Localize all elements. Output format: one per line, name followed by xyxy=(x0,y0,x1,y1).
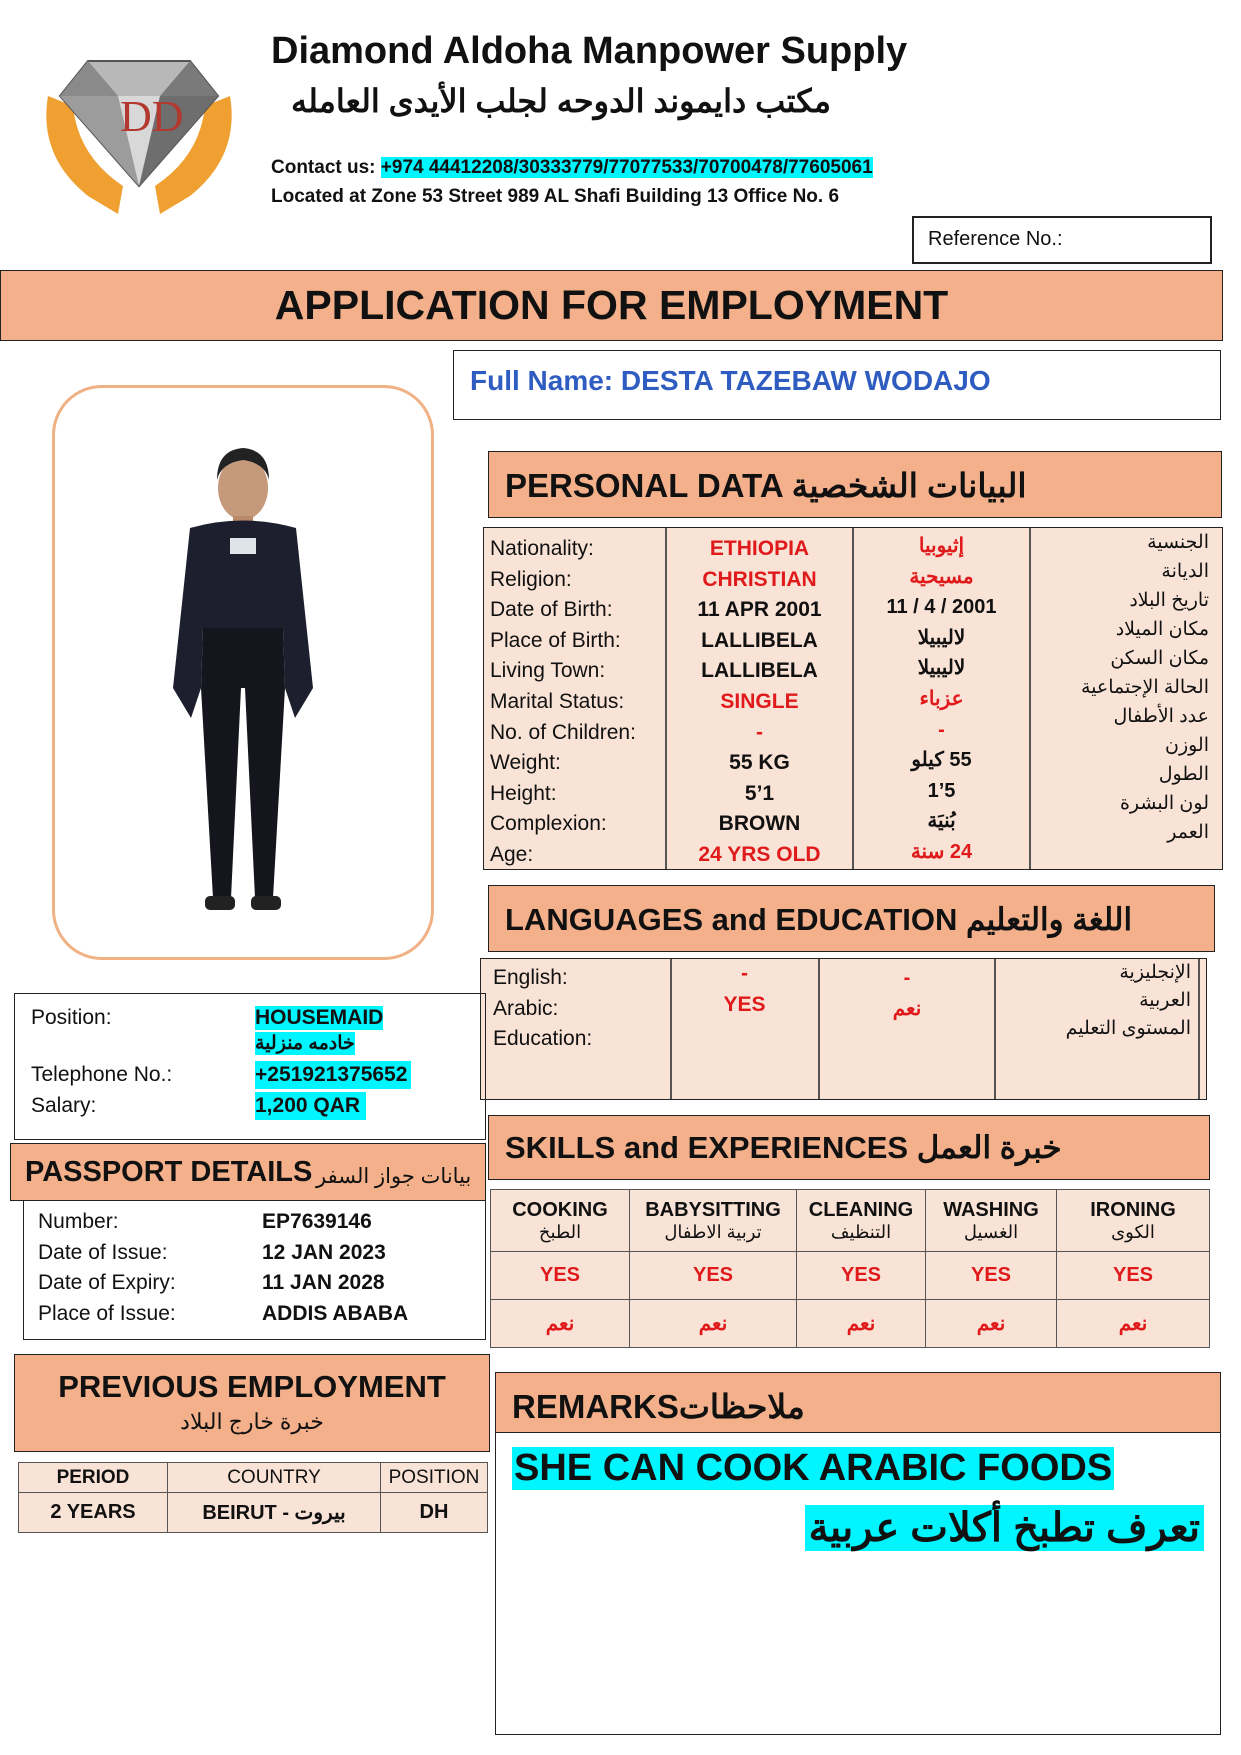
office-address: Located at Zone 53 Street 989 AL Shafi Building 13 Office No. 6 xyxy=(271,186,840,207)
value-passport-number: EP7639146 xyxy=(262,1210,372,1233)
value-ar-nationality: إثيوبيا xyxy=(918,535,965,557)
label-marital-status: Marital Status: xyxy=(490,689,625,713)
label-passport-issue: Date of Issue: xyxy=(38,1240,168,1264)
header-position: POSITION xyxy=(381,1463,488,1493)
label-ar-marital-status: الحالة الإجتماعية xyxy=(1081,677,1209,698)
value-ar-children: - xyxy=(938,718,945,741)
skill-cooking-value-ar: نعم xyxy=(491,1300,630,1348)
label-weight: Weight: xyxy=(490,751,561,775)
full-name-label: Full Name: xyxy=(470,365,614,396)
full-name xyxy=(470,365,991,396)
label-english: English: xyxy=(493,966,568,989)
language-labels-ar-col xyxy=(996,959,1191,1043)
language-values-col xyxy=(671,959,818,1051)
value-ar-living-town: لاليبيلا xyxy=(917,657,966,680)
value-ar-height: 1’5 xyxy=(927,779,956,802)
value-ar-english: - xyxy=(903,967,911,989)
skill-cooking-value: YES xyxy=(491,1252,630,1300)
passport-values-col xyxy=(262,1207,408,1329)
skill-babysitting: BABYSITTING xyxy=(645,1198,781,1221)
value-marital-status: SINGLE xyxy=(720,689,799,713)
contact-numbers: +974 44412208/30333779/77077533/70700478/77605061 xyxy=(380,157,873,178)
position-label: Position: xyxy=(31,1006,112,1029)
personal-labels-col xyxy=(490,534,660,871)
languages-title-en: LANGUAGES and EDUCATION xyxy=(505,902,958,937)
label-ar-english: الإنجليزية xyxy=(1119,962,1191,983)
value-religion: CHRISTIAN xyxy=(702,567,817,591)
skills-title xyxy=(505,1130,1062,1166)
value-ar-age: 24 سنة xyxy=(910,840,973,863)
language-values-ar-col xyxy=(820,963,994,1055)
personal-data-header xyxy=(488,451,1222,518)
label-religion: Religion: xyxy=(490,567,572,591)
label-ar-living-town: مكان السكن xyxy=(1110,648,1209,669)
value-passport-expiry: 11 JAN 2028 xyxy=(262,1271,385,1295)
skills-title-ar: خبرة العمل xyxy=(916,1130,1062,1165)
skill-ironing-value: YES xyxy=(1057,1252,1210,1300)
remarks-title-en: REMARKS xyxy=(512,1388,679,1425)
label-ar-place-of-birth: مكان الميلاد xyxy=(1115,619,1209,640)
personal-values-ar-col xyxy=(854,531,1029,868)
remarks-box xyxy=(495,1432,1221,1735)
passport-title-en: PASSPORT DETAILS xyxy=(25,1156,313,1188)
personal-data-title-en: PERSONAL DATA xyxy=(505,467,783,504)
label-ar-weight: الوزن xyxy=(1164,735,1209,756)
full-name-box xyxy=(453,350,1221,420)
personal-values-col xyxy=(667,534,852,871)
remarks-title-ar: ملاحظات xyxy=(678,1388,805,1425)
personal-data-table xyxy=(483,527,1223,870)
value-ar-date-of-birth: 11 / 4 / 2001 xyxy=(886,596,997,619)
remarks-text-ar: تعرف تطبخ أكلات عربية xyxy=(805,1505,1204,1551)
diamond-hands-logo-icon xyxy=(28,36,250,214)
skill-ironing: IRONING xyxy=(1090,1198,1176,1221)
previous-period: 2 YEARS xyxy=(19,1493,168,1533)
personal-data-title xyxy=(505,466,1027,505)
telephone-value: +251921375652 xyxy=(255,1061,411,1089)
languages-header xyxy=(488,885,1215,952)
label-passport-number: Number: xyxy=(38,1210,119,1233)
title-bar xyxy=(0,270,1223,341)
skill-cooking-ar: الطبخ xyxy=(538,1221,582,1242)
salary-label: Salary: xyxy=(31,1094,97,1117)
value-nationality: ETHIOPIA xyxy=(709,537,810,560)
skill-washing-ar: الغسيل xyxy=(963,1221,1019,1242)
remarks-text-en: SHE CAN COOK ARABIC FOODS xyxy=(514,1447,1113,1489)
label-ar-age: العمر xyxy=(1167,822,1209,843)
passport-table xyxy=(23,1200,486,1340)
skill-washing: WASHING xyxy=(943,1198,1039,1221)
value-ar-arabic: نعم xyxy=(892,997,922,1020)
label-ar-complexion: لون البشرة xyxy=(1119,793,1209,814)
value-complexion: BROWN xyxy=(718,812,801,836)
label-living-town: Living Town: xyxy=(490,659,606,683)
languages-title-ar: اللغة والتعليم xyxy=(966,902,1133,937)
remarks-title xyxy=(512,1387,805,1426)
passport-labels-col xyxy=(38,1207,176,1329)
value-age: 24 YRS OLD xyxy=(698,842,821,866)
label-passport-place: Place of Issue: xyxy=(38,1301,176,1325)
value-arabic: YES xyxy=(723,992,766,1016)
passport-header xyxy=(10,1143,486,1201)
label-children: No. of Children: xyxy=(490,720,636,744)
value-height: 5’1 xyxy=(744,781,775,805)
label-ar-height: الطول xyxy=(1158,764,1209,785)
value-passport-place: ADDIS ABABA xyxy=(262,1301,409,1325)
previous-employment-table xyxy=(18,1462,488,1533)
applicant-photo xyxy=(55,388,431,957)
skill-babysitting-value: YES xyxy=(630,1252,797,1300)
languages-table xyxy=(480,958,1207,1100)
previous-position: DH xyxy=(381,1493,488,1533)
label-place-of-birth: Place of Birth: xyxy=(490,628,621,652)
value-living-town: LALLIBELA xyxy=(701,659,818,683)
position-box xyxy=(14,993,486,1140)
value-ar-complexion: بُنيَة xyxy=(927,810,956,833)
skill-washing-value: YES xyxy=(926,1252,1057,1300)
value-english: - xyxy=(741,962,748,985)
skill-cleaning-value-ar: نعم xyxy=(797,1300,926,1348)
label-ar-religion: الديانة xyxy=(1161,561,1209,582)
value-place-of-birth: LALLIBELA xyxy=(701,628,818,652)
label-date-of-birth: Date of Birth: xyxy=(490,598,613,622)
personal-data-title-ar: البيانات الشخصية xyxy=(791,467,1027,504)
skill-washing-value-ar: نعم xyxy=(926,1300,1057,1348)
previous-country: BEIRUT - بيروت xyxy=(168,1493,381,1533)
languages-title xyxy=(505,902,1132,938)
label-height: Height: xyxy=(490,781,557,805)
skill-babysitting-value-ar: نعم xyxy=(630,1300,797,1348)
skills-table xyxy=(490,1189,1210,1348)
page-title: APPLICATION FOR EMPLOYMENT xyxy=(274,282,949,328)
skill-cooking: COOKING xyxy=(512,1198,608,1221)
label-complexion: Complexion: xyxy=(490,812,607,836)
value-ar-marital-status: عزباء xyxy=(919,687,964,710)
position-value-ar: خادمه منزلية xyxy=(255,1033,355,1054)
reference-box xyxy=(912,216,1212,264)
language-labels-col xyxy=(493,963,592,1055)
value-weight: 55 KG xyxy=(729,751,790,775)
company-name-en: Diamond Aldoha Manpower Supply xyxy=(271,30,908,72)
reference-label: Reference No.: xyxy=(928,228,1063,250)
skill-ironing-ar: الكوى xyxy=(1111,1221,1155,1242)
contact-label: Contact us: xyxy=(271,157,376,178)
value-ar-religion: مسيحية xyxy=(909,565,974,588)
label-ar-arabic: العربية xyxy=(1139,990,1191,1011)
label-passport-expiry: Date of Expiry: xyxy=(38,1271,176,1295)
previous-employment-title-en: PREVIOUS EMPLOYMENT xyxy=(58,1369,446,1404)
applicant-photo-frame xyxy=(52,385,434,960)
value-passport-issue: 12 JAN 2023 xyxy=(262,1240,386,1264)
header-country: COUNTRY xyxy=(168,1463,381,1493)
company-name-ar: مكتب دايموند الدوحه لجلب الأيدى العامله xyxy=(291,83,831,119)
passport-title-ar: بيانات جواز السفر xyxy=(316,1165,472,1188)
label-arabic: Arabic: xyxy=(493,996,559,1020)
value-ar-weight: 55 كيلو xyxy=(911,749,972,772)
value-ar-place-of-birth: لاليبيلا xyxy=(917,626,966,649)
salary-value: 1,200 QAR xyxy=(255,1092,366,1120)
telephone-label: Telephone No.: xyxy=(31,1063,173,1086)
skill-ironing-value-ar: نعم xyxy=(1057,1300,1210,1348)
company-logo xyxy=(28,36,250,214)
skill-cleaning-ar: التنظيف xyxy=(830,1221,892,1242)
value-date-of-birth: 11 APR 2001 xyxy=(697,598,822,622)
skill-babysitting-ar: تربية الاطفال xyxy=(664,1221,762,1242)
previous-employment-title-ar: خبرة خارج البلاد xyxy=(180,1409,324,1434)
label-ar-date-of-birth: تاريخ البلاد xyxy=(1129,590,1209,611)
value-children: - xyxy=(756,720,763,744)
skill-cleaning-value: YES xyxy=(797,1252,926,1300)
skill-cleaning: CLEANING xyxy=(808,1198,914,1221)
header-period: PERIOD xyxy=(19,1463,168,1493)
logo-letters: DD xyxy=(120,92,184,141)
full-name-value: DESTA TAZEBAW WODAJO xyxy=(620,365,991,396)
label-ar-education: المستوى التعليم xyxy=(1065,1018,1191,1039)
contact-line xyxy=(271,157,873,179)
label-ar-nationality: الجنسية xyxy=(1147,532,1209,553)
label-nationality: Nationality: xyxy=(490,537,594,560)
value-education xyxy=(671,1020,818,1051)
label-age: Age: xyxy=(490,842,534,866)
personal-labels-ar-col xyxy=(1032,528,1209,847)
skills-title-en: SKILLS and EXPERIENCES xyxy=(505,1130,909,1165)
position-value: HOUSEMAID xyxy=(255,1006,384,1029)
skills-header xyxy=(488,1115,1210,1180)
previous-employment-header xyxy=(14,1354,490,1452)
remarks-header xyxy=(495,1372,1221,1433)
value-ar-education xyxy=(820,1024,994,1055)
label-ar-children: عدد الأطفال xyxy=(1113,706,1209,727)
label-education: Education: xyxy=(493,1027,593,1051)
